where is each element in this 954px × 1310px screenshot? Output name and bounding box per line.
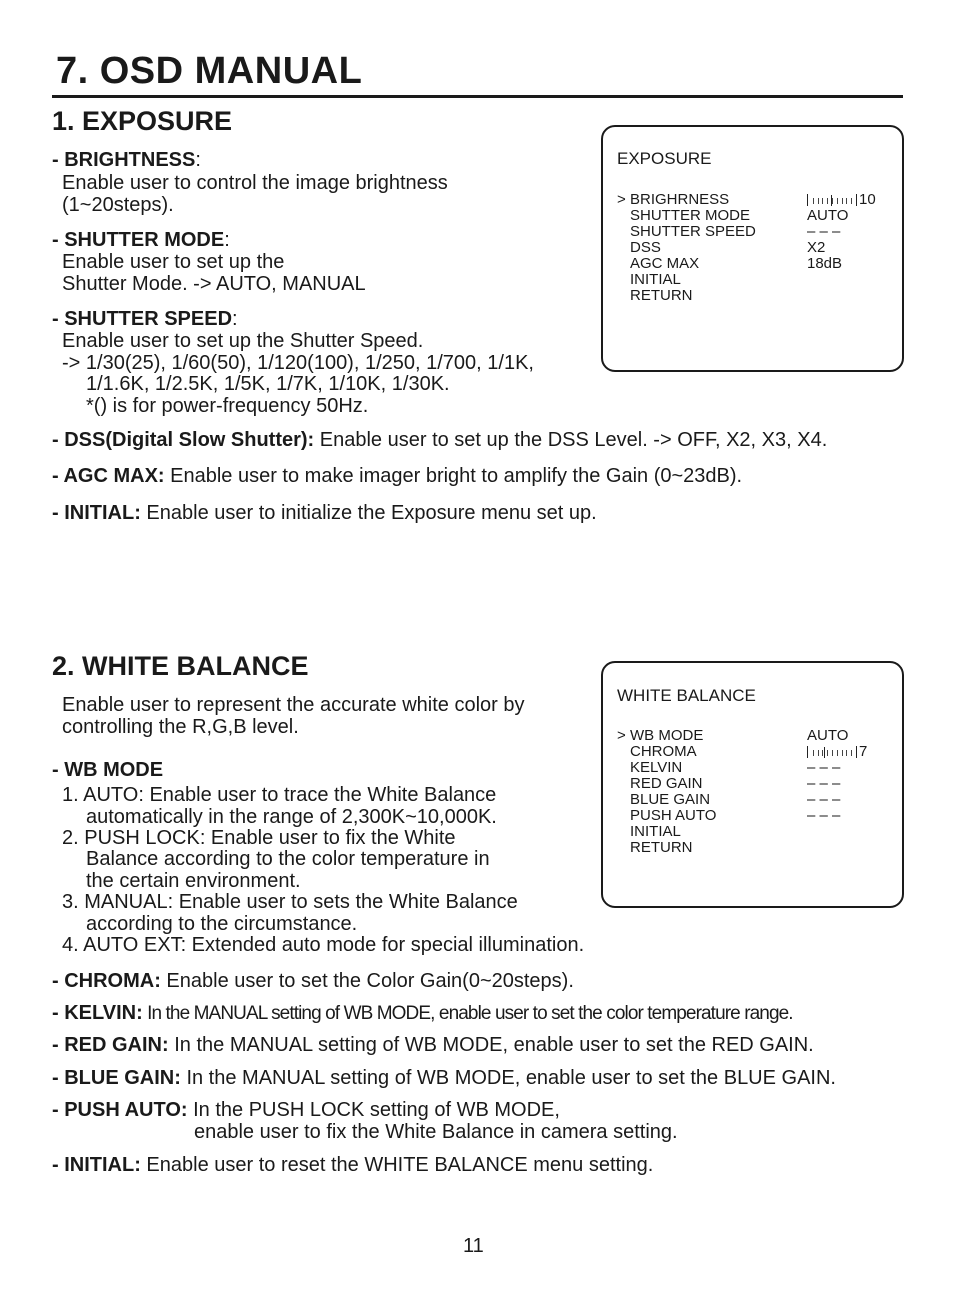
level-bar-icon xyxy=(807,746,857,758)
wb-intro-line-2: controlling the R,G,B level. xyxy=(62,716,299,738)
dss-desc: - DSS(Digital Slow Shutter): Enable user to set up the DSS Level. -> OFF, X2, X3, X4. xyxy=(52,429,828,451)
osd-item-value: – – – xyxy=(807,775,841,792)
osd-item-label: CHROMA xyxy=(630,743,697,760)
osd-item-label: BRIGHRNESS xyxy=(630,191,730,208)
red-gain-desc: - RED GAIN: In the MANUAL setting of WB MODE, enable user to set the RED GAIN. xyxy=(52,1034,814,1056)
osd-item-value xyxy=(807,744,867,760)
shutter-speed-line-1: Enable user to set up the Shutter Speed. xyxy=(62,330,424,352)
osd-item-label: SHUTTER MODE xyxy=(630,207,750,224)
wb-mode-line-4: Balance according to the color temperature in xyxy=(86,848,490,870)
osd-item-label: AGC MAX xyxy=(630,255,700,272)
agc-max-label: - AGC MAX: xyxy=(52,465,165,487)
brightness-line-1: Enable user to control the image brightness xyxy=(62,172,448,194)
shutter-mode-label: - SHUTTER MODE xyxy=(52,229,225,251)
title-rule xyxy=(52,95,903,98)
osd-item-value: X2 xyxy=(807,239,826,256)
exposure-osd-box xyxy=(601,125,904,372)
blue-gain-desc: - BLUE GAIN: In the MANUAL setting of WB MODE, enable user to set the BLUE GAIN. xyxy=(52,1067,836,1089)
red-gain-label: - RED GAIN: xyxy=(52,1034,169,1056)
osd-item-label: BLUE GAIN xyxy=(630,791,711,808)
osd-item-value xyxy=(807,192,876,208)
osd-item-value: 18dB xyxy=(807,255,843,272)
shutter-speed-desc: - SHUTTER SPEED: xyxy=(52,308,238,330)
shutter-mode-line-2: Shutter Mode. -> AUTO, MANUAL xyxy=(62,273,366,295)
osd-item-value: – – – xyxy=(807,791,841,808)
chroma-label: - CHROMA: xyxy=(52,970,161,992)
osd-item-value: – – – xyxy=(807,807,841,824)
osd-item-label: INITIAL xyxy=(630,271,681,288)
osd-item-value: – – – xyxy=(807,223,841,240)
shutter-speed-line-2: -> 1/30(25), 1/60(50), 1/120(100), 1/250, 1/700, 1/1K, xyxy=(62,352,534,374)
wb-mode-line-2: automatically in the range of 2,300K~10,000K. xyxy=(86,806,497,828)
wb-mode-label: - WB MODE xyxy=(52,759,164,781)
page-number: 11 xyxy=(463,1235,484,1257)
exposure-osd-title: EXPOSURE xyxy=(617,149,712,168)
osd-item-label: PUSH AUTO xyxy=(630,807,717,824)
blue-gain-label: - BLUE GAIN: xyxy=(52,1067,181,1089)
osd-item-label: RETURN xyxy=(630,839,693,856)
kelvin-desc: - KELVIN: In the MANUAL setting of WB MODE, enable user to set the color temperature range. xyxy=(52,1002,793,1024)
kelvin-label: - KELVIN: xyxy=(52,1002,143,1024)
white-balance-heading: 2. WHITE BALANCE xyxy=(52,651,309,681)
white-balance-osd-box xyxy=(601,661,904,908)
osd-item-value: AUTO xyxy=(807,727,849,744)
brightness-desc: - BRIGHTNESS: xyxy=(52,149,201,171)
push-auto-label: - PUSH AUTO: xyxy=(52,1099,188,1121)
page-title: 7. OSD MANUAL xyxy=(56,50,363,92)
osd-item-value: AUTO xyxy=(807,207,849,224)
dss-label: - DSS(Digital Slow Shutter): xyxy=(52,429,315,451)
brightness-label: - BRIGHTNESS xyxy=(52,149,196,171)
wb-mode-line-6: 3. MANUAL: Enable user to sets the White Balance xyxy=(62,891,518,913)
level-bar-icon xyxy=(807,194,857,206)
wb-intro-line-1: Enable user to represent the accurate white color by xyxy=(62,694,525,716)
osd-item-label: KELVIN xyxy=(630,759,683,776)
agc-max-desc: - AGC MAX: Enable user to make imager bright to amplify the Gain (0~23dB). xyxy=(52,465,743,487)
exposure-osd-cursor: > xyxy=(617,191,626,208)
wb-mode-line-3: 2. PUSH LOCK: Enable user to fix the White xyxy=(62,827,456,849)
white-balance-osd-cursor: > xyxy=(617,727,626,744)
wb-mode-line-7: according to the circumstance. xyxy=(86,913,358,935)
wb-mode-line-1: 1. AUTO: Enable user to trace the White Balance xyxy=(62,784,497,806)
osd-item-label: SHUTTER SPEED xyxy=(630,223,756,240)
osd-item-label: INITIAL xyxy=(630,823,681,840)
osd-item-label: WB MODE xyxy=(630,727,704,744)
shutter-speed-line-3: 1/1.6K, 1/2.5K, 1/5K, 1/7K, 1/10K, 1/30K. xyxy=(86,373,450,395)
osd-item-label: DSS xyxy=(630,239,661,256)
shutter-mode-desc: - SHUTTER MODE: xyxy=(52,229,230,251)
shutter-mode-line-1: Enable user to set up the xyxy=(62,251,285,273)
white-balance-osd-title: WHITE BALANCE xyxy=(617,686,756,705)
osd-item-value-text: 10 xyxy=(859,191,876,208)
wb-initial-label: - INITIAL: xyxy=(52,1154,141,1176)
wb-mode-line-5: the certain environment. xyxy=(86,870,301,892)
osd-item-value: – – – xyxy=(807,759,841,776)
wb-initial-desc: - INITIAL: Enable user to reset the WHITE BALANCE menu setting. xyxy=(52,1154,654,1176)
push-auto-desc: - PUSH AUTO: In the PUSH LOCK setting of WB MODE, xyxy=(52,1099,560,1121)
exposure-heading: 1. EXPOSURE xyxy=(52,106,233,136)
shutter-speed-label: - SHUTTER SPEED xyxy=(52,308,233,330)
exposure-initial-desc: - INITIAL: Enable user to initialize the Exposure menu set up. xyxy=(52,502,597,524)
osd-item-value-text: 7 xyxy=(859,743,868,760)
shutter-speed-line-4: *() is for power-frequency 50Hz. xyxy=(86,395,369,417)
chroma-desc: - CHROMA: Enable user to set the Color Gain(0~20steps). xyxy=(52,970,574,992)
exposure-initial-label: - INITIAL: xyxy=(52,502,141,524)
osd-item-label: RETURN xyxy=(630,287,693,304)
osd-item-label: RED GAIN xyxy=(630,775,703,792)
wb-mode-line-8: 4. AUTO EXT: Extended auto mode for special illumination. xyxy=(62,934,585,956)
push-auto-line-2: enable user to fix the White Balance in camera setting. xyxy=(194,1121,678,1143)
brightness-line-2: (1~20steps). xyxy=(62,194,174,216)
